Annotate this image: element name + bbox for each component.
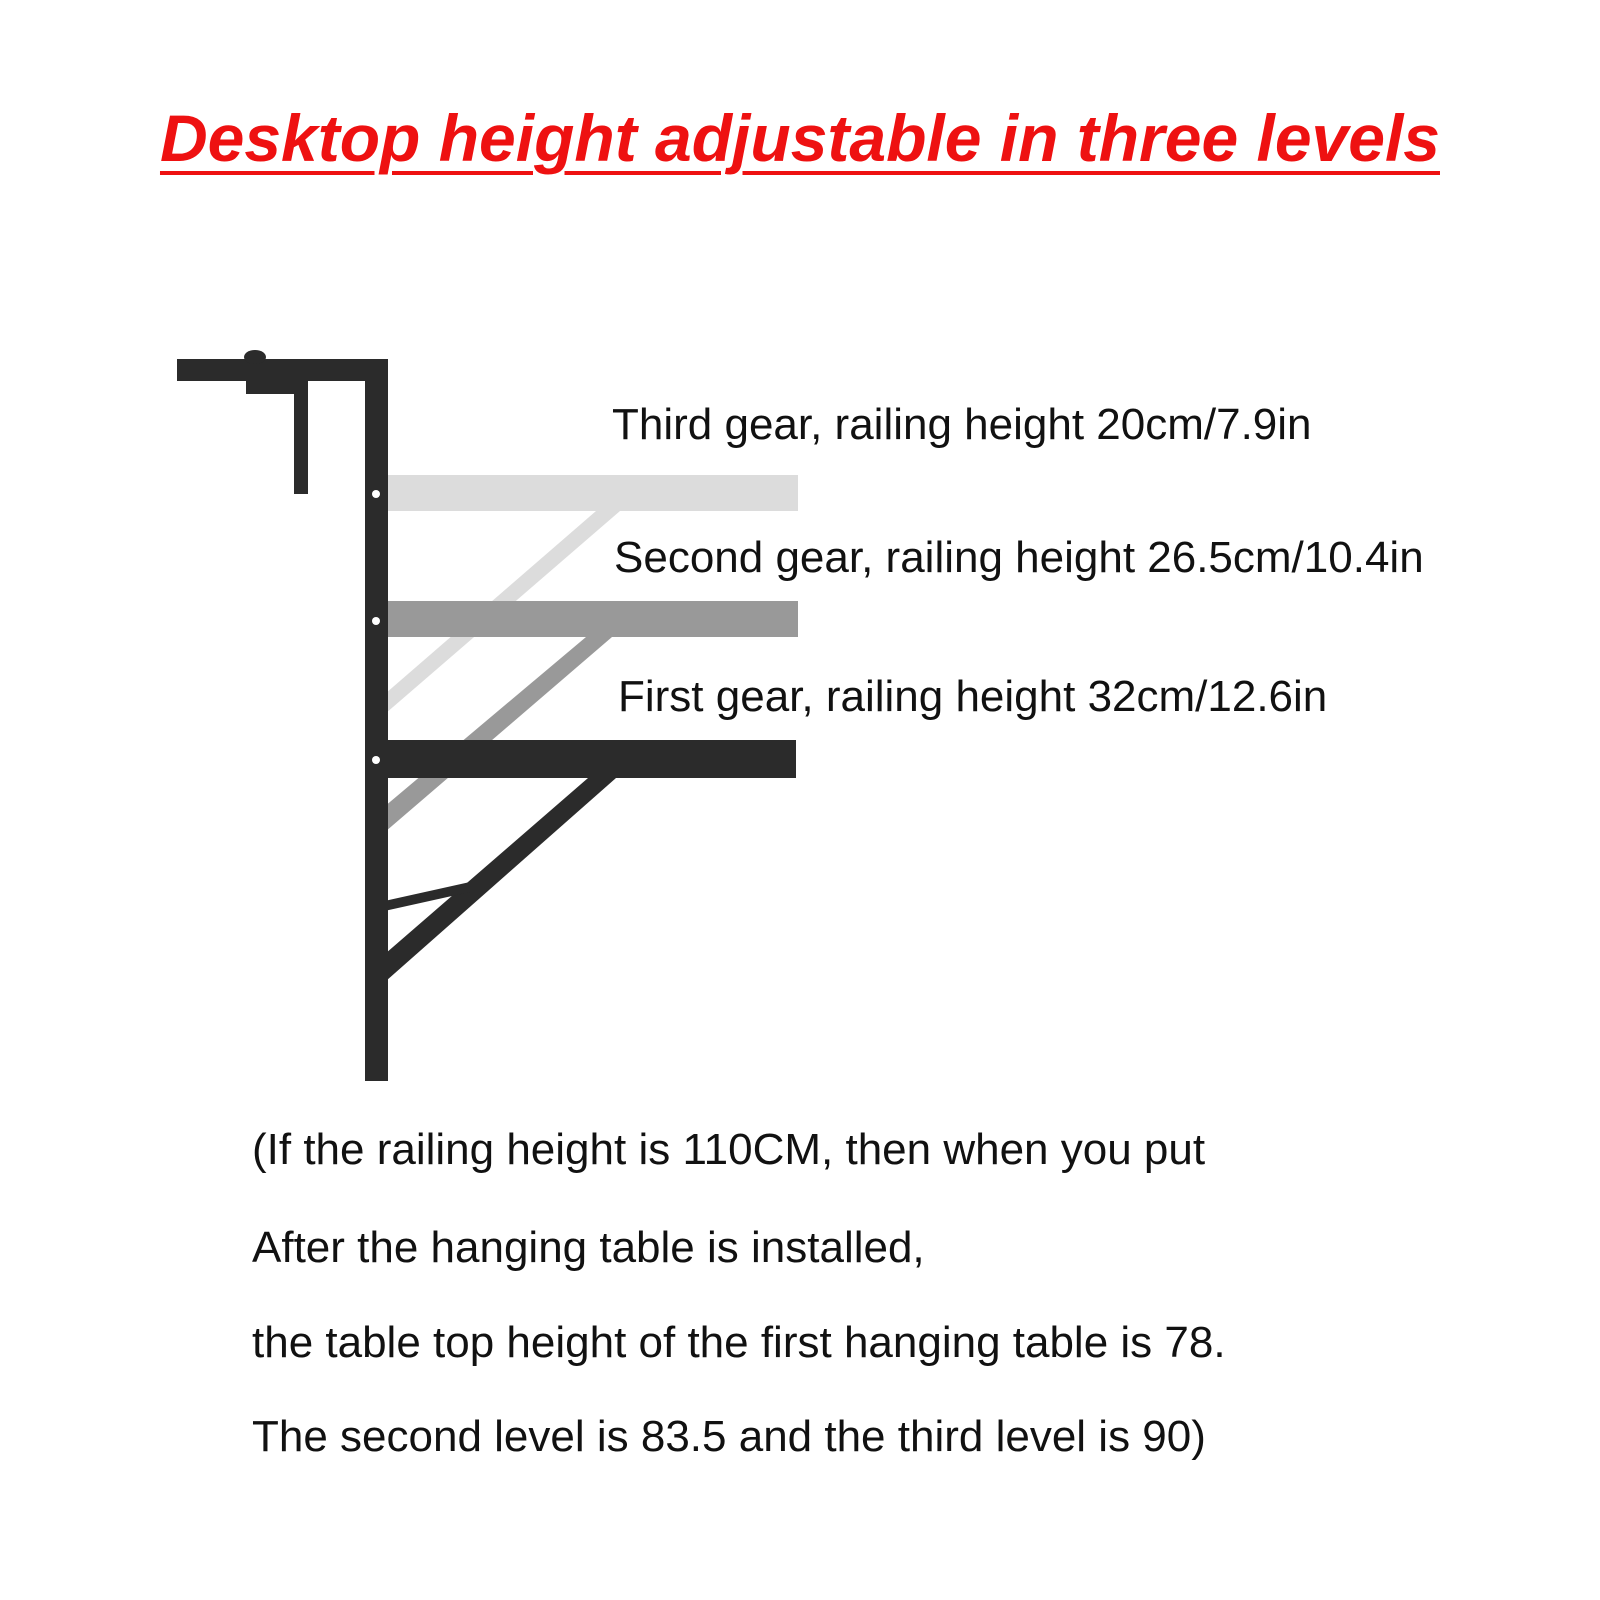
frame-knob	[244, 350, 266, 364]
frame-top-arm	[177, 359, 388, 381]
peg-hole-second	[372, 617, 380, 625]
third-gear-tabletop	[378, 475, 798, 511]
note-line-4: The second level is 83.5 and the third level is 90)	[252, 1412, 1206, 1461]
title-text: Desktop height adjustable in three levels	[159, 101, 1440, 175]
first-gear-brace	[378, 778, 616, 988]
first-gear-label: First gear, railing height 32cm/12.6in	[618, 672, 1328, 721]
note-line-3: the table top height of the first hanging table is 78.	[252, 1318, 1226, 1367]
second-gear-label: Second gear, railing height 26.5cm/10.4in	[614, 533, 1424, 582]
frame-vertical-post	[365, 359, 388, 1081]
peg-hole-first	[372, 756, 380, 764]
peg-hole-third	[372, 490, 380, 498]
first-gear-tabletop	[366, 740, 796, 778]
third-gear-label: Third gear, railing height 20cm/7.9in	[612, 400, 1312, 449]
note-line-1: (If the railing height is 110CM, then when you put	[252, 1125, 1206, 1174]
note-line-2: After the hanging table is installed,	[252, 1223, 925, 1272]
railing-hook	[246, 381, 308, 494]
first-gear-table	[366, 740, 796, 988]
railing-frame	[177, 350, 388, 1081]
second-gear-tabletop	[378, 601, 798, 637]
